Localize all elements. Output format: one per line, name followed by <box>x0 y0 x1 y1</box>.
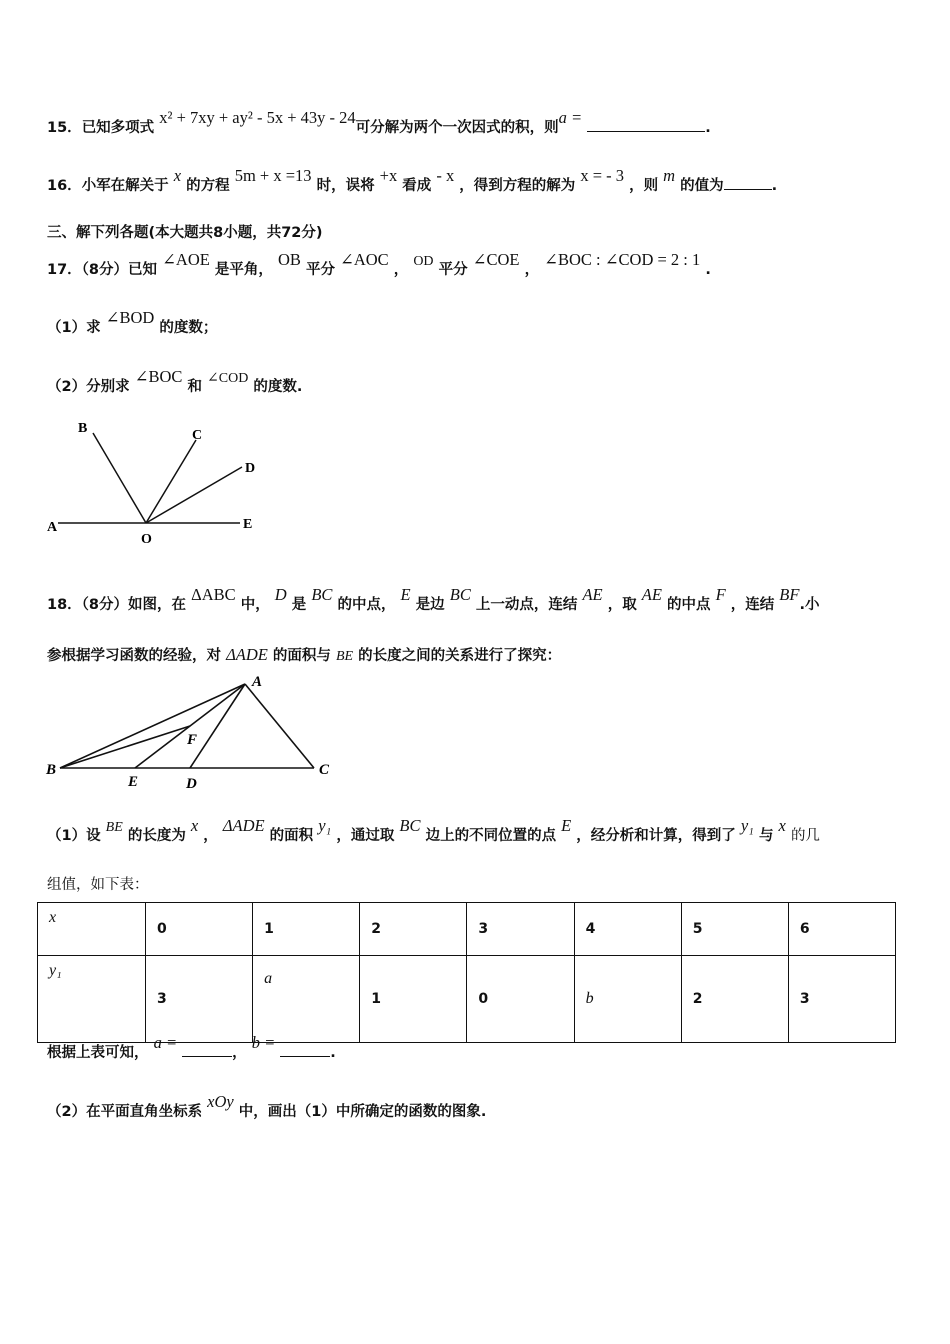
cell: 3 <box>788 956 895 1043</box>
label-F: F <box>187 732 198 748</box>
q17-part1: （1）求 ∠BOD 的度数； <box>47 308 218 336</box>
side-AC <box>245 684 314 768</box>
ray-OC <box>146 440 196 523</box>
cell: 6 <box>788 903 895 956</box>
q18-part1-line2: 组值，如下表： <box>47 877 149 893</box>
segment-BF <box>60 726 190 768</box>
label-B: B <box>78 421 88 436</box>
cell: a <box>253 956 360 1043</box>
values-table <box>37 902 896 1043</box>
q16-line: 16．小军在解关于 x 的方程 5m + x =13 时，误将 +x 看成 - x ，得到方程的解为 x = - 3 ，则 m 的值为 . <box>47 166 778 194</box>
label-A: A <box>47 520 58 535</box>
label-E: E <box>128 774 139 790</box>
ray-OD <box>146 467 242 523</box>
cell: 2 <box>360 903 467 956</box>
q17-line: 17．（8分）已知 ∠AOE 是平角， OB 平分 ∠AOC ， OD 平分 ∠COE ， ∠BOC : ∠COD = 2 : 1 . <box>47 250 711 278</box>
cell: 2 <box>681 956 788 1043</box>
section-heading: 三、解下列各题(本大题共8小题，共72分) <box>47 225 323 241</box>
label-O: O <box>141 532 152 547</box>
q18-part2: （2）在平面直角坐标系 xOy 中，画出（1）中所确定的函数的图象. <box>47 1092 487 1120</box>
table-row <box>38 956 896 1043</box>
answer-a-blank[interactable] <box>182 1042 232 1057</box>
cell: 3 <box>467 903 574 956</box>
q17-angle-figure <box>40 412 280 552</box>
q16-answer-blank[interactable] <box>724 175 772 190</box>
row-label-y1: y₁ <box>38 956 146 1043</box>
q18-line1: 18．（8分）如图，在 ΔABC 中， D 是 BC 的中点， E 是边 BC 上一动点，连结 AE ，取 AE 的中点 F ，连结 BF.小 <box>47 585 820 613</box>
label-D: D <box>245 461 256 476</box>
cell: 1 <box>360 956 467 1043</box>
label-C: C <box>319 762 330 778</box>
q15-answer-blank[interactable] <box>587 117 705 132</box>
label-D: D <box>186 776 197 792</box>
q18-line2: 参根据学习函数的经验，对 ΔADE 的面积与 BE 的长度之间的关系进行了探究： <box>47 645 562 664</box>
row-label-x: x <box>38 903 146 956</box>
q18-table-conclusion: 根据上表可知， a = ， b = . <box>47 1033 336 1061</box>
label-A: A <box>252 674 263 690</box>
cell: 5 <box>681 903 788 956</box>
q15-line: 15．已知多项式 x² + 7xy + ay² - 5x + 43y - 24可分解为两个一次因式的积，则a = . <box>47 108 711 136</box>
answer-b-blank[interactable] <box>280 1042 330 1057</box>
ray-OB <box>93 433 146 523</box>
label-B: B <box>46 762 57 778</box>
q18-triangle-figure <box>40 670 340 798</box>
cell: 1 <box>253 903 360 956</box>
cell: 0 <box>146 903 253 956</box>
q18-part1-line1: （1）设 BE 的长度为 x ， ΔADE 的面积 y₁ ，通过取 BC 边上的不同位置的点 E ，经分析和计算，得到了 y₁ 与 x 的几 <box>47 816 820 844</box>
table-row <box>38 903 896 956</box>
cell: 0 <box>467 956 574 1043</box>
label-C: C <box>192 428 203 443</box>
cell: b <box>574 956 681 1043</box>
cell: 4 <box>574 903 681 956</box>
label-E: E <box>243 517 253 532</box>
cell: 3 <box>146 956 253 1043</box>
q15-polynomial: x² + 7xy + ay² - 5x + 43y - 24 <box>159 108 356 127</box>
q17-part2: （2）分别求 ∠BOC 和 ∠COD 的度数. <box>47 367 303 395</box>
